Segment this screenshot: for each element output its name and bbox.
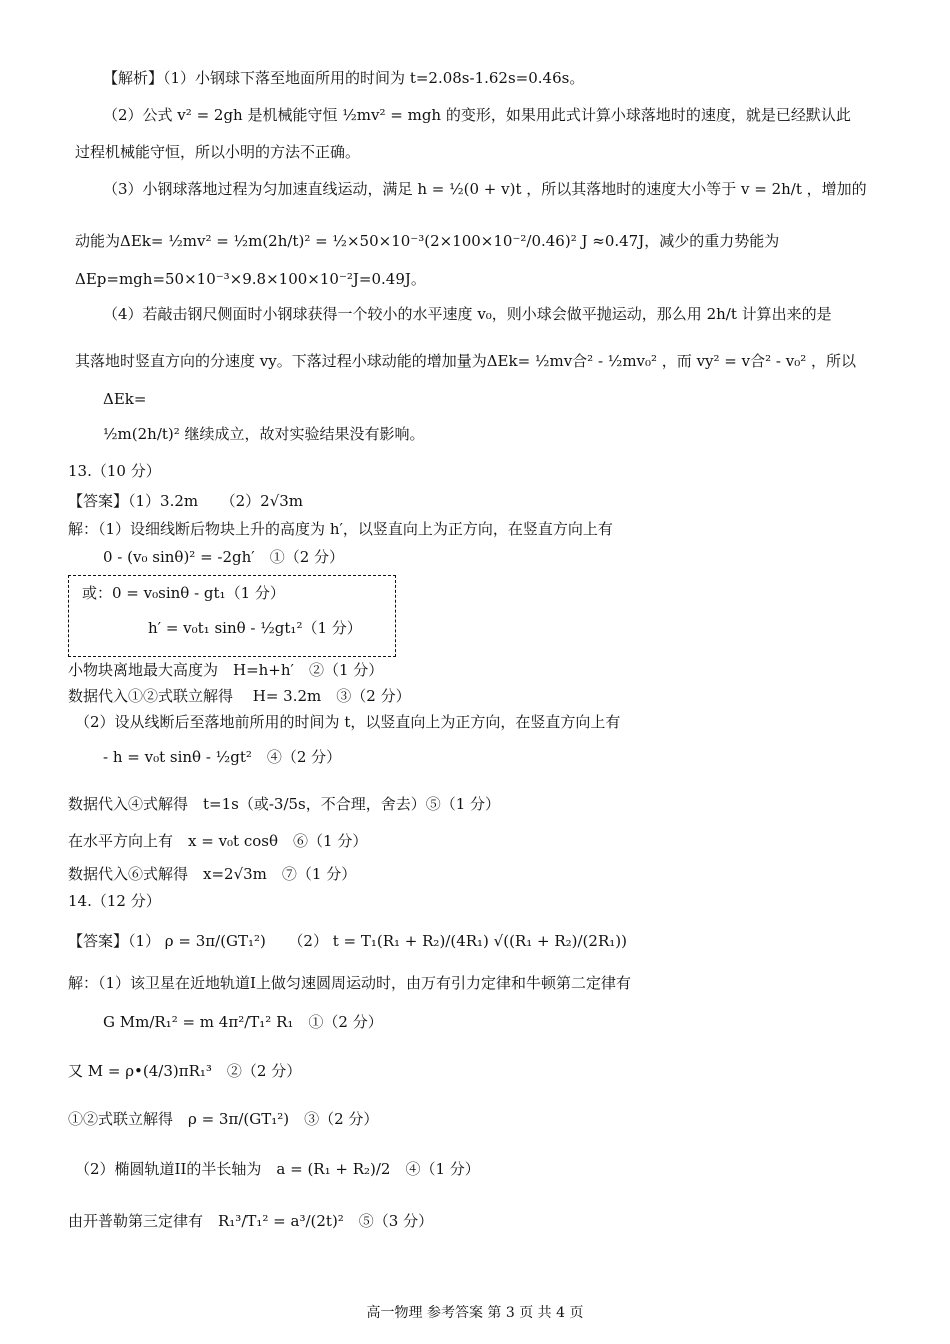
- equation-1: 0 - (v₀ sinθ)² = -2gh′ ①（2 分）: [103, 548, 345, 566]
- solution-13-part-2: （2）设从线断后至落地前所用的时间为 t，以竖直向上为正方向，在竖直方向上有: [75, 713, 621, 731]
- equation-14-3: ①②式联立解得 ρ = 3π/(GT₁²) ③（2 分）: [68, 1110, 379, 1128]
- analysis-part-2-cont: 过程机械能守恒，所以小明的方法不正确。: [75, 143, 361, 161]
- equation-6: 在水平方向上有 x = v₀t cosθ ⑥（1 分）: [68, 832, 368, 850]
- potential-energy-line: ΔEp=mgh=50×10⁻³×9.8×100×10⁻²J=0.49J。: [75, 270, 426, 288]
- analysis-conclusion: ½m(2h/t)² 继续成立，故对实验结果没有影响。: [103, 425, 425, 443]
- alternative-eq-b: h′ = v₀t₁ sinθ - ½gt₁²（1 分）: [148, 619, 362, 637]
- kinetic-energy-line: 动能为ΔEk= ½mv² = ½m(2h/t)² = ½×50×10⁻³(2×100×10⁻²/0.46)² J ≈0.47J，减少的重力势能为: [75, 232, 780, 250]
- equation-4: - h = v₀t sinθ - ½gt² ④（2 分）: [103, 748, 342, 766]
- solution-14-intro: 解：（1）该卫星在近地轨道I上做匀速圆周运动时，由万有引力定律和牛顿第二定律有: [68, 974, 631, 992]
- equation-14-5: 由开普勒第三定律有 R₁³/T₁² = a³/(2t)² ⑤（3 分）: [68, 1212, 434, 1230]
- analysis-part-4: （4）若敲击钢尺侧面时小钢球获得一个较小的水平速度 v₀，则小球会做平抛运动，那么用 2h/t 计算出来的是: [103, 305, 832, 323]
- answer-13: 【答案】（1）3.2m （2）2√3m: [68, 492, 304, 510]
- solution-13-intro: 解：（1）设细线断后物块上升的高度为 h′，以竖直向上为正方向，在竖直方向上有: [68, 520, 613, 538]
- equation-14-4: （2）椭圆轨道II的半长轴为 a = (R₁ + R₂)/2 ④（1 分）: [75, 1160, 480, 1178]
- question-14-heading: 14.（12 分）: [68, 892, 161, 910]
- analysis-part-1: 【解析】（1）小钢球下落至地面所用的时间为 t=2.08s-1.62s=0.46s。: [103, 69, 585, 87]
- equation-7: 数据代入⑥式解得 x=2√3m ⑦（1 分）: [68, 865, 357, 883]
- equation-2: 小物块离地最大高度为 H=h+h′ ②（1 分）: [68, 661, 384, 679]
- analysis-part-3: （3）小钢球落地过程为匀加速直线运动，满足 h = ½(0 + v)t ，所以其落地时的速度大小等于 v = 2h/t ，增加的: [103, 180, 867, 198]
- equation-14-2: 又 M = ρ•(4/3)πR₁³ ②（2 分）: [68, 1062, 302, 1080]
- equation-5: 数据代入④式解得 t=1s（或-3/5s，不合理，舍去）⑤（1 分）: [68, 795, 501, 813]
- equation-3: 数据代入①②式联立解得 H= 3.2m ③（2 分）: [68, 687, 411, 705]
- analysis-part-4-cont: 其落地时竖直方向的分速度 vy。下落过程小球动能的增加量为ΔEk= ½mv合² - ½mv₀² ，而 vy² = v合² - v₀² ，所以: [75, 352, 857, 370]
- page-footer: 高一物理 参考答案 第 3 页 共 4 页: [366, 1305, 584, 1321]
- analysis-part-2: （2）公式 v² = 2gh 是机械能守恒 ½mv² = mgh 的变形，如果用此式计算小球落地时的速度，就是已经默认此: [103, 106, 851, 124]
- delta-ek-label: ΔEk=: [103, 390, 147, 408]
- alternative-eq-a: 或：0 = v₀sinθ - gt₁（1 分）: [82, 584, 285, 602]
- equation-14-1: G Mm/R₁² = m 4π²/T₁² R₁ ①（2 分）: [103, 1013, 383, 1031]
- question-13-heading: 13.（10 分）: [68, 462, 161, 480]
- answer-14: 【答案】（1） ρ = 3π/(GT₁²) （2） t = T₁(R₁ + R₂)/(4R₁) √((R₁ + R₂)/(2R₁)): [68, 932, 627, 950]
